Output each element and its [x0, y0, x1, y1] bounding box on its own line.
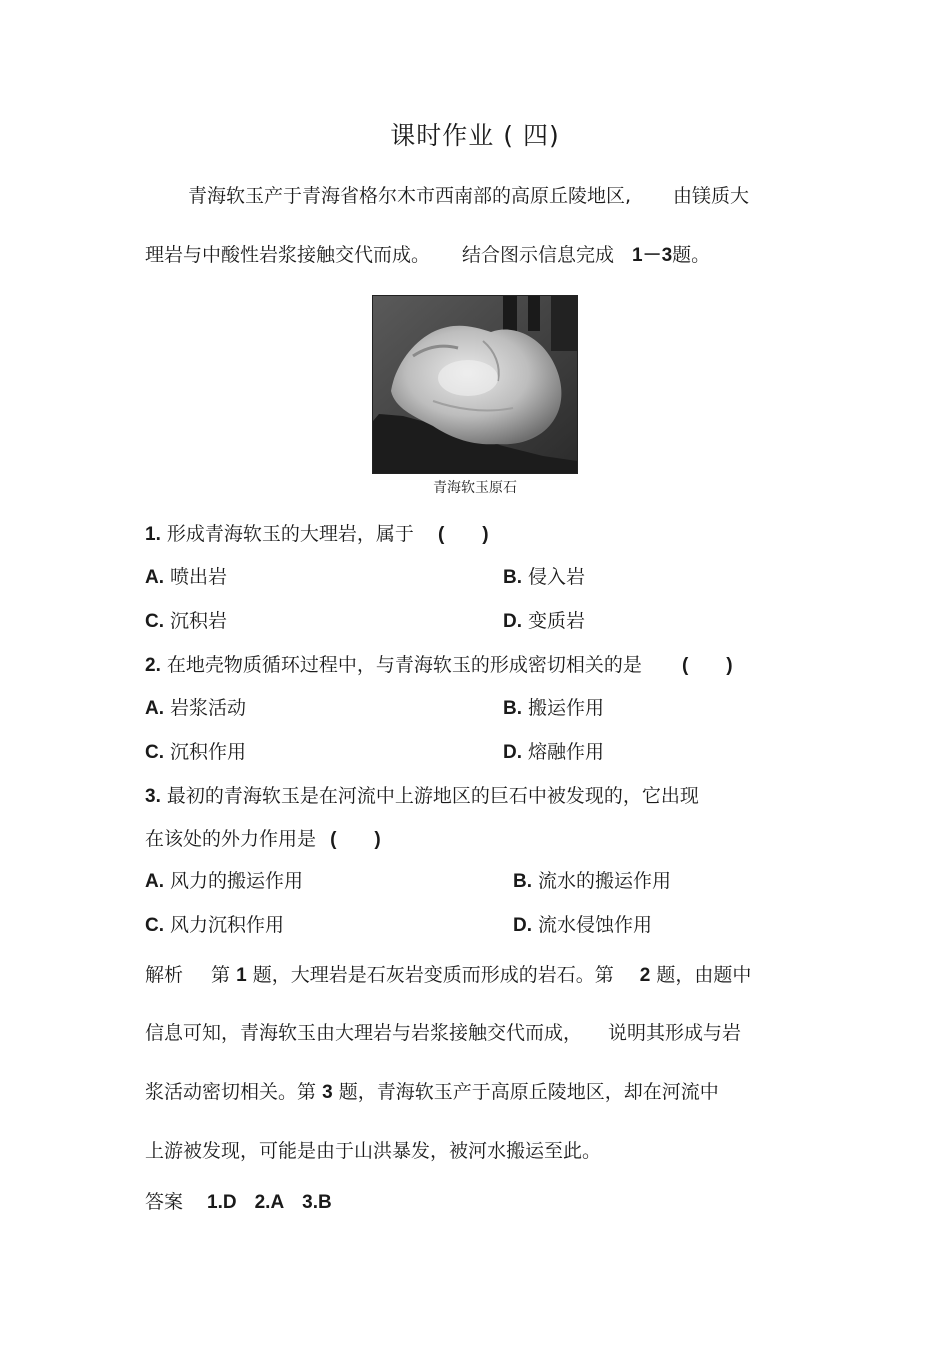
- question-stem: 形成青海软玉的大理岩，属于: [166, 523, 414, 545]
- option-text: 流水的搬运作用: [538, 870, 672, 892]
- option-letter: B.: [503, 698, 522, 719]
- option-letter: B.: [513, 871, 532, 892]
- analysis-text: 说明其形成与岩: [608, 1022, 742, 1044]
- page-title: 课时作业 ( 四): [390, 121, 560, 150]
- analysis-number: 1: [236, 965, 247, 986]
- analysis-text: 题，由题中: [656, 964, 752, 986]
- intro-line-2: [145, 240, 710, 267]
- question-2: [145, 650, 733, 677]
- analysis-line-4: [145, 1136, 601, 1163]
- option-text: 喷出岩: [170, 566, 228, 588]
- jade-rock-photo: [372, 295, 578, 474]
- option-text: 流水侵蚀作用: [538, 914, 653, 936]
- option-text: 搬运作用: [528, 697, 605, 719]
- option-3-c: [145, 910, 284, 937]
- option-3-a: [145, 866, 303, 893]
- option-letter: C.: [145, 742, 164, 763]
- analysis-number: 2: [639, 965, 651, 986]
- answer-item: 3.B: [302, 1192, 332, 1213]
- option-1-c: [145, 606, 227, 633]
- question-3-cont: [145, 824, 381, 851]
- answer-label: 答案: [145, 1191, 184, 1213]
- option-letter: A.: [145, 871, 164, 892]
- answer-blank: ( ): [437, 524, 489, 545]
- option-text: 岩浆活动: [170, 697, 247, 719]
- option-3-b: [513, 866, 671, 893]
- option-3-d: [513, 910, 652, 937]
- option-letter: C.: [145, 611, 164, 632]
- option-letter: A.: [145, 698, 164, 719]
- analysis-label: 解析: [145, 964, 184, 986]
- option-text: 风力的搬运作用: [170, 870, 304, 892]
- option-text: 沉积作用: [170, 741, 247, 763]
- intro-line-1: [188, 181, 749, 208]
- option-letter: D.: [513, 915, 532, 936]
- answer-line: [145, 1187, 332, 1214]
- analysis-text: 题，大理岩是石灰岩变质而形成的岩石。第: [252, 964, 614, 986]
- question-1: [145, 519, 489, 546]
- answer-item: 2.A: [254, 1192, 285, 1213]
- question-number: 3.: [145, 786, 161, 807]
- option-2-b: [503, 693, 604, 720]
- option-1-b: [503, 562, 585, 589]
- intro-text: 由镁质大: [673, 185, 750, 207]
- option-letter: A.: [145, 567, 164, 588]
- question-stem: 在该处的外力作用是: [145, 828, 317, 850]
- option-text: 熔融作用: [528, 741, 605, 763]
- option-letter: D.: [503, 611, 522, 632]
- option-text: 变质岩: [528, 610, 586, 632]
- answer-blank: ( ): [330, 829, 381, 850]
- option-letter: B.: [503, 567, 522, 588]
- analysis-text: 题，青海软玉产于高原丘陵地区，却在河流中: [338, 1081, 719, 1103]
- question-range: 1－3: [632, 245, 673, 266]
- analysis-text: 浆活动密切相关。第: [145, 1081, 317, 1103]
- option-letter: D.: [503, 742, 522, 763]
- option-letter: C.: [145, 915, 164, 936]
- analysis-text: 第: [211, 964, 231, 986]
- question-stem: 最初的青海软玉是在河流中上游地区的巨石中被发现的，它出现: [166, 785, 699, 807]
- analysis-line-2: [145, 1018, 741, 1045]
- analysis-number: 3: [322, 1082, 333, 1103]
- question-stem: 在地壳物质循环过程中，与青海软玉的形成密切相关的是: [166, 654, 642, 676]
- option-1-a: [145, 562, 227, 589]
- answer-blank: ( ): [681, 655, 733, 676]
- figure-caption: 青海软玉原石: [433, 480, 517, 496]
- analysis-line-3: [145, 1077, 719, 1104]
- option-2-d: [503, 737, 604, 764]
- intro-text: 题。: [672, 244, 711, 266]
- option-1-d: [503, 606, 585, 633]
- option-text: 沉积岩: [170, 610, 228, 632]
- question-number: 1.: [145, 524, 161, 545]
- question-number: 2.: [145, 655, 161, 676]
- intro-text: 结合图示信息完成: [462, 244, 615, 266]
- option-2-c: [145, 737, 246, 764]
- answer-item: 1.D: [207, 1192, 237, 1213]
- intro-text: 青海软玉产于青海省格尔木市西南部的高原丘陵地区,: [188, 185, 632, 207]
- option-text: 侵入岩: [528, 566, 586, 588]
- option-2-a: [145, 693, 246, 720]
- question-3: [145, 781, 699, 808]
- analysis-line-1: [145, 960, 751, 987]
- option-text: 风力沉积作用: [170, 914, 285, 936]
- analysis-text: 上游被发现，可能是由于山洪暴发，被河水搬运至此。: [145, 1140, 602, 1162]
- intro-text: 理岩与中酸性岩浆接触交代而成。: [145, 244, 431, 266]
- analysis-text: 信息可知，青海软玉由大理岩与岩浆接触交代而成，: [145, 1022, 583, 1044]
